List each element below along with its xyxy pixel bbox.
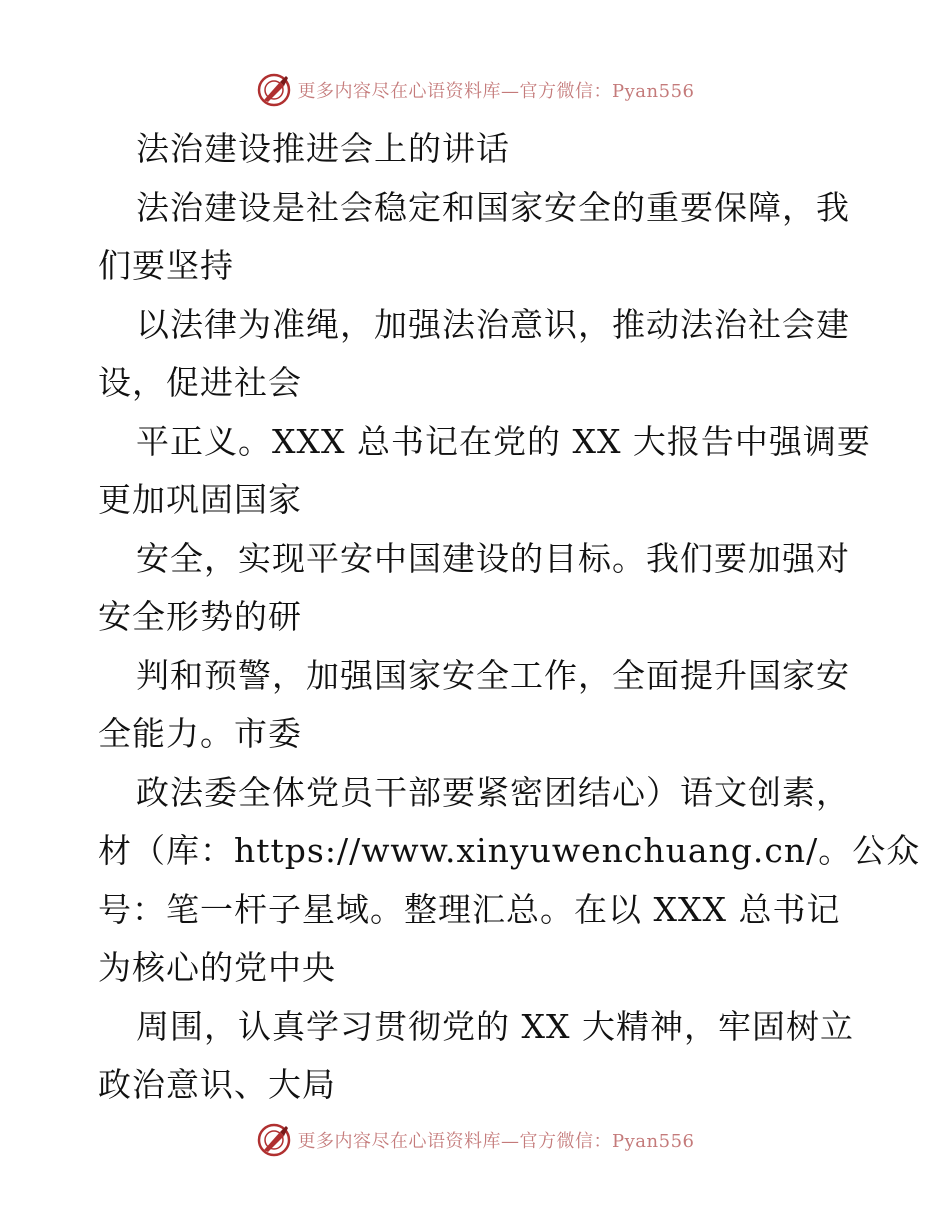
header-banner xyxy=(0,70,950,110)
text-line: 安全，实现平安中国建设的目标。我们要加强对 xyxy=(136,538,850,578)
text-line: 设，促进社会 xyxy=(98,363,302,402)
text-line: 号：笔一杆子星域。整理汇总。在以 XXX 总书记 xyxy=(98,889,841,929)
text-line: 全能力。市委 xyxy=(98,714,302,753)
text-line: 以法律为准绳，加强法治意识，推动法治社会建 xyxy=(136,304,850,344)
text-line: 们要坚持 xyxy=(98,246,234,285)
text-line: 平正义。XXX 总书记在党的 XX 大报告中强调要 xyxy=(136,421,871,461)
banner-text: 更多内容尽在心语资料库—官方微信：Pyan556 xyxy=(297,1131,695,1152)
text-line: 政治意识、大局 xyxy=(98,1065,336,1104)
text-line: 法治建设是社会稳定和国家安全的重要保障，我 xyxy=(136,187,850,227)
text-line: 判和预警，加强国家安全工作，全面提升国家安 xyxy=(136,655,850,695)
text-line: 更加巩固国家 xyxy=(98,480,302,519)
footer-banner xyxy=(0,1120,950,1160)
text-line: 政法委全体党员干部要紧密团结心）语文创素， xyxy=(136,772,850,812)
text-line: 为核心的党中央 xyxy=(98,948,336,987)
pen-nib-logo-icon xyxy=(256,72,292,108)
text-line: 材（库：https://www.xinyuwenchuang.cn/。公众 xyxy=(98,831,921,870)
document-body xyxy=(98,120,921,1115)
text-line: 周围，认真学习贯彻党的 XX 大精神，牢固树立 xyxy=(136,1006,854,1046)
banner-text: 更多内容尽在心语资料库—官方微信：Pyan556 xyxy=(297,81,695,102)
text-line: 安全形势的研 xyxy=(98,597,302,636)
pen-nib-logo-icon xyxy=(256,1122,292,1158)
text-line: 法治建设推进会上的讲话 xyxy=(136,129,510,168)
